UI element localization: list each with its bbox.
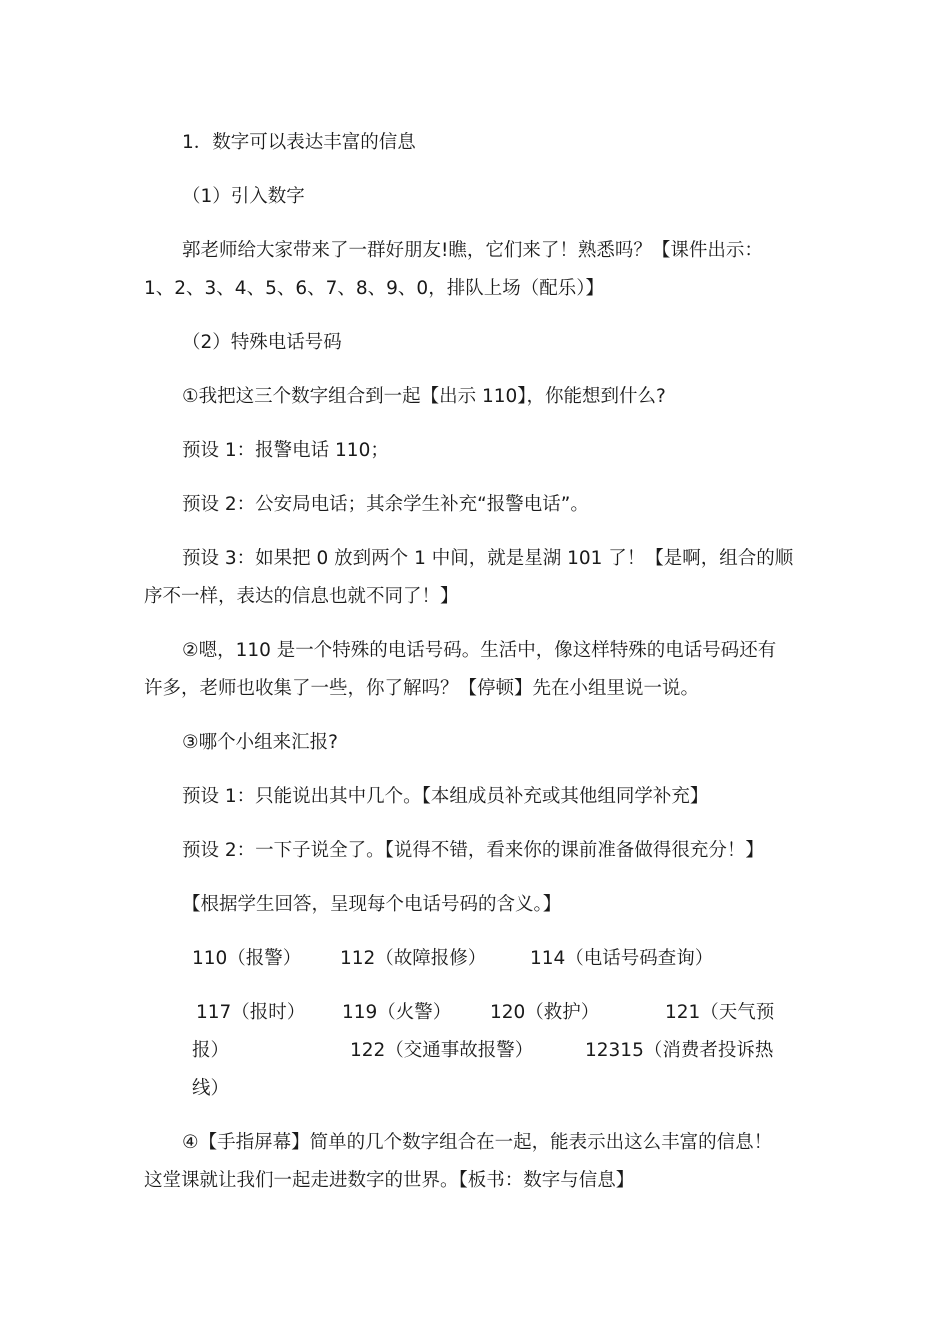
paragraph-step3-preset1: 预设 1：只能说出其中几个。【本组成员补充或其他组同学补充】 — [182, 786, 709, 807]
subsection-heading-intro-numbers: （1）引入数字 — [182, 186, 305, 207]
phone-item-continued: 线） — [192, 1078, 230, 1099]
phone-item-continued: 报） — [192, 1040, 230, 1061]
paragraph-preset3-line2: 序不一样，表达的信息也就不同了！】 — [144, 586, 459, 607]
section-heading: 1．数字可以表达丰富的信息 — [182, 132, 416, 153]
paragraph-step3-preset2: 预设 2：一下子说全了。【说得不错，看来你的课前准备做得很充分！】 — [182, 840, 764, 861]
phone-item: 117（报时） — [196, 1002, 306, 1023]
paragraph-intro-line1: 郭老师给大家带来了一群好朋友!瞧，它们来了！熟悉吗？【课件出示： — [182, 240, 763, 261]
phone-item: 121（天气预 — [665, 1002, 775, 1023]
paragraph-step2-line1: ②嗯，110 是一个特殊的电话号码。生活中，像这样特殊的电话号码还有 — [182, 640, 777, 661]
subsection-heading-special-numbers: （2）特殊电话号码 — [182, 332, 342, 353]
paragraph-intro-line2: 1、2、3、4、5、6、7、8、9、0，排队上场（配乐）】 — [144, 278, 604, 299]
paragraph-answer-note: 【根据学生回答，呈现每个电话号码的含义。】 — [182, 894, 562, 915]
phone-item: 119（火警） — [342, 1002, 452, 1023]
paragraph-step3: ③哪个小组来汇报? — [182, 732, 338, 753]
phone-item: 120（救护） — [490, 1002, 600, 1023]
paragraph-preset3-line1: 预设 3：如果把 0 放到两个 1 中间，就是星湖 101 了！【是啊，组合的顺 — [182, 548, 794, 569]
phone-item: 114（电话号码查询） — [530, 948, 714, 969]
phone-item: 12315（消费者投诉热 — [585, 1040, 774, 1061]
phone-item: 122（交通事故报警） — [350, 1040, 534, 1061]
paragraph-step1: ①我把这三个数字组合到一起【出示 110】，你能想到什么? — [182, 386, 666, 407]
paragraph-step4-line1: ④【手指屏幕】简单的几个数字组合在一起，能表示出这么丰富的信息！ — [182, 1132, 773, 1153]
paragraph-preset2: 预设 2：公安局电话；其余学生补充“报警电话”。 — [182, 494, 589, 515]
paragraph-step2-line2: 许多，老师也收集了一些，你了解吗？【停顿】先在小组里说一说。 — [144, 678, 700, 699]
paragraph-preset1: 预设 1：报警电话 110； — [182, 440, 389, 461]
phone-item: 110（报警） — [192, 948, 302, 969]
phone-item: 112（故障报修） — [340, 948, 487, 969]
paragraph-step4-line2: 这堂课就让我们一起走进数字的世界。【板书：数字与信息】 — [144, 1170, 635, 1191]
